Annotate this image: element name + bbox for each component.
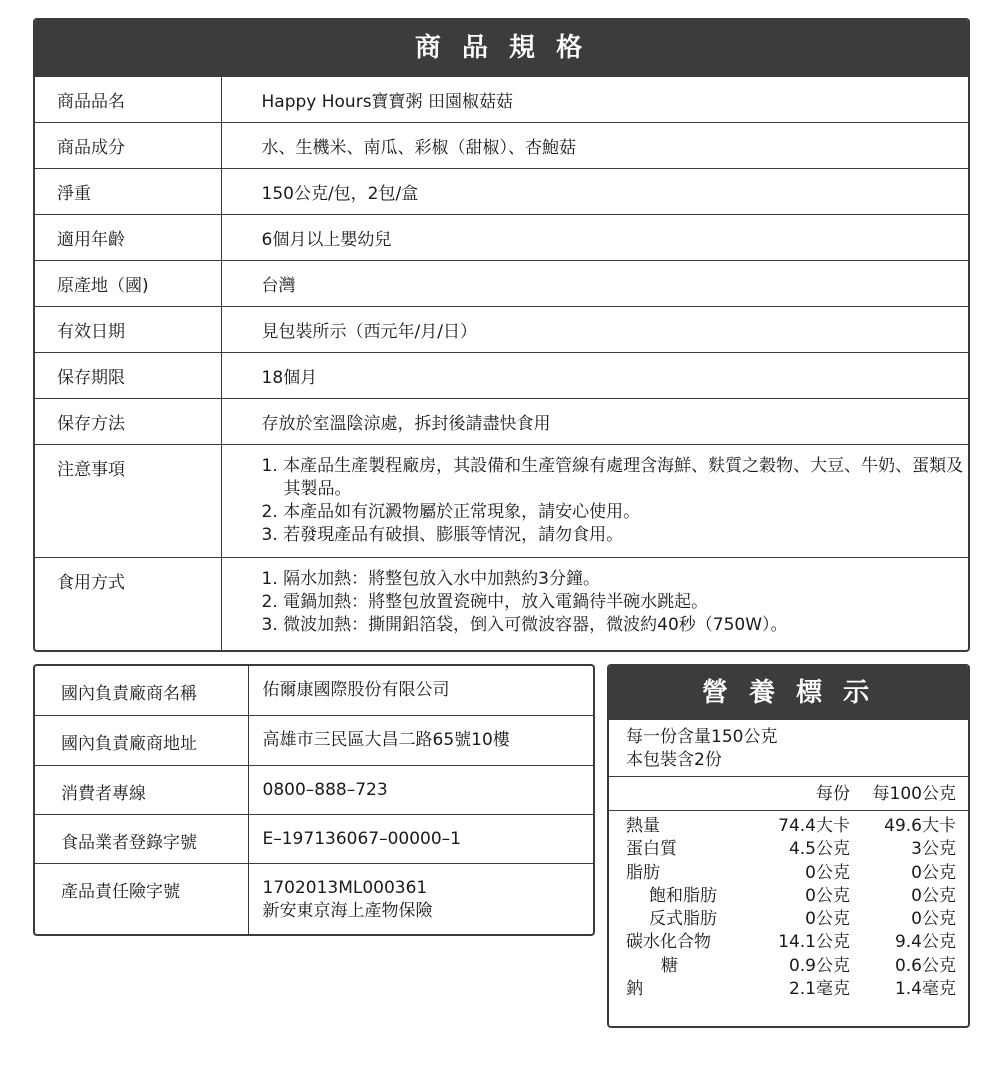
- spec-value: 見包裝所示（西元年/月/日）: [221, 307, 968, 353]
- list-item: 3. 若發現產品有破損、膨脹等情況，請勿食用。: [261, 525, 624, 545]
- spec-row-usage: [35, 558, 968, 653]
- nutrient-per-100g: 0公克: [911, 909, 956, 930]
- spec-label: 保存期限: [35, 353, 221, 399]
- spec-label: 商品品名: [35, 77, 221, 123]
- spec-title: 商 品 規 格: [35, 20, 968, 76]
- nutrient-per-100g: 3公克: [911, 839, 956, 860]
- vendor-row-name: [35, 666, 593, 715]
- nutrient-row-sodium: [609, 978, 968, 1001]
- nutrient-per-100g: 0公克: [911, 885, 956, 906]
- nutrition-rows: [609, 811, 968, 1001]
- nutrient-name: 熱量: [626, 816, 660, 836]
- vendor-value: 高雄市三民區大昌二路65號10樓: [248, 715, 593, 765]
- nutrient-per-serving: 2.1毫克: [788, 979, 850, 1000]
- spec-label: 有效日期: [35, 307, 221, 353]
- insurance-number: 1702013ML000361: [262, 877, 428, 898]
- spec-value: Happy Hours寶寶粥 田園椒菇菇: [221, 77, 968, 123]
- vendor-label: 食品業者登錄字號: [35, 814, 248, 863]
- spec-row-origin: [35, 261, 968, 307]
- spec-value: 150公克/包，2包/盒: [221, 169, 968, 215]
- vendor-row-hotline: [35, 765, 593, 814]
- vendor-rows: [35, 666, 593, 934]
- nutrient-per-serving: 14.1公克: [778, 932, 850, 953]
- nutrient-row-carbohydrate: [609, 931, 968, 954]
- nutrient-row-sugar: [609, 955, 968, 978]
- vendor-row-address: [35, 715, 593, 765]
- vendor-value: E–197136067–00000–1: [248, 814, 593, 863]
- vendor-label: 消費者專線: [35, 765, 248, 814]
- spec-row-net-weight: [35, 169, 968, 215]
- spec-row-notes: [35, 445, 968, 558]
- spec-label: 適用年齡: [35, 215, 221, 261]
- nutrient-per-100g: 0公克: [911, 862, 956, 883]
- vendor-label: 產品責任險字號: [35, 863, 248, 934]
- nutrient-per-100g: 1.4毫克: [894, 979, 956, 1000]
- list-item: 2. 電鍋加熱：將整包放置瓷碗中，放入電鍋待半碗水跳起。: [261, 592, 709, 612]
- spec-label: 淨重: [35, 169, 221, 215]
- list-item: 1. 隔水加熱：將整包放入水中加熱約3分鐘。: [261, 569, 600, 589]
- vendor-row-registration: [35, 814, 593, 863]
- nutrition-facts: [607, 664, 970, 1028]
- spec-row-shelf-life: [35, 353, 968, 399]
- col-per-100g: 每100公克: [872, 784, 956, 804]
- nutrient-per-100g: 49.6大卡: [884, 816, 956, 836]
- nutrient-per-100g: 0.6公克: [894, 955, 956, 976]
- spec-row-age: [35, 215, 968, 261]
- serving-info: [609, 720, 968, 777]
- spec-label: 食用方式: [35, 558, 221, 653]
- spec-row-name: [35, 77, 968, 123]
- nutrient-name: 反式脂肪: [649, 909, 717, 930]
- nutrient-per-serving: 0公克: [805, 862, 850, 883]
- spec-value: 6個月以上嬰幼兒: [221, 215, 968, 261]
- spec-value: 存放於室溫陰涼處，拆封後請盡快食用: [221, 399, 968, 445]
- list-item: 1. 本產品生產製程廠房，其設備和生產管線有處理含海鮮、麩質之穀物、大豆、牛奶、蛋類及其製品。: [261, 456, 964, 499]
- nutrient-name: 碳水化合物: [626, 932, 711, 953]
- nutrient-per-serving: 74.4大卡: [778, 816, 850, 836]
- nutrient-row-protein: [609, 838, 968, 861]
- nutrient-name: 鈉: [626, 979, 643, 1000]
- spec-rows: [35, 76, 968, 652]
- spec-value: 水、生機米、南瓜、彩椒（甜椒）、杏鮑菇: [221, 123, 968, 169]
- spec-label: 保存方法: [35, 399, 221, 445]
- insurance-company: 新安東京海上產物保險: [262, 900, 433, 921]
- usage-list: [262, 568, 969, 637]
- notes-list: [262, 455, 969, 547]
- nutrient-name: 脂肪: [626, 862, 660, 883]
- nutrient-name: 糖: [661, 955, 678, 976]
- nutrient-per-100g: 9.4公克: [894, 932, 956, 953]
- nutrient-row-fat: [609, 862, 968, 885]
- vendor-row-insurance: [35, 863, 593, 934]
- list-item: 3. 微波加熱：撕開鋁箔袋，倒入可微波容器，微波約40秒（750W）。: [261, 615, 788, 635]
- vendor-label: 國內負責廠商地址: [35, 715, 248, 765]
- spec-row-expiry: [35, 307, 968, 353]
- spec-row-storage: [35, 399, 968, 445]
- spec-value: 台灣: [221, 261, 968, 307]
- serving-size: 每一份含量150公克: [626, 727, 778, 747]
- col-per-serving: 每份: [816, 784, 850, 804]
- vendor-label: 國內負責廠商名稱: [35, 666, 248, 715]
- vendor-value: 0800–888–723: [248, 765, 593, 814]
- nutrient-per-serving: 4.5公克: [788, 839, 850, 860]
- product-spec-table: [33, 18, 970, 652]
- nutrient-name: 蛋白質: [626, 839, 677, 860]
- nutrition-column-headers: [609, 777, 968, 811]
- vendor-value: 佑爾康國際股份有限公司: [248, 666, 593, 715]
- spec-label: 商品成分: [35, 123, 221, 169]
- servings-per-pack: 本包裝含2份: [626, 750, 722, 770]
- nutrient-row-energy: [609, 815, 968, 838]
- vendor-info-table: [33, 664, 595, 936]
- list-item: 2. 本產品如有沉澱物屬於正常現象，請安心使用。: [261, 502, 641, 522]
- nutrient-per-serving: 0公克: [805, 885, 850, 906]
- spec-label: 注意事項: [35, 445, 221, 558]
- spec-label: 原產地（國): [35, 261, 221, 307]
- nutrient-row-saturated-fat: [609, 885, 968, 908]
- nutrient-row-trans-fat: [609, 908, 968, 931]
- nutrition-title: 營 養 標 示: [609, 666, 968, 720]
- spec-row-ingredients: [35, 123, 968, 169]
- nutrient-per-serving: 0公克: [805, 909, 850, 930]
- spec-value: 18個月: [221, 353, 968, 399]
- nutrient-per-serving: 0.9公克: [788, 955, 850, 976]
- nutrient-name: 飽和脂肪: [649, 885, 717, 906]
